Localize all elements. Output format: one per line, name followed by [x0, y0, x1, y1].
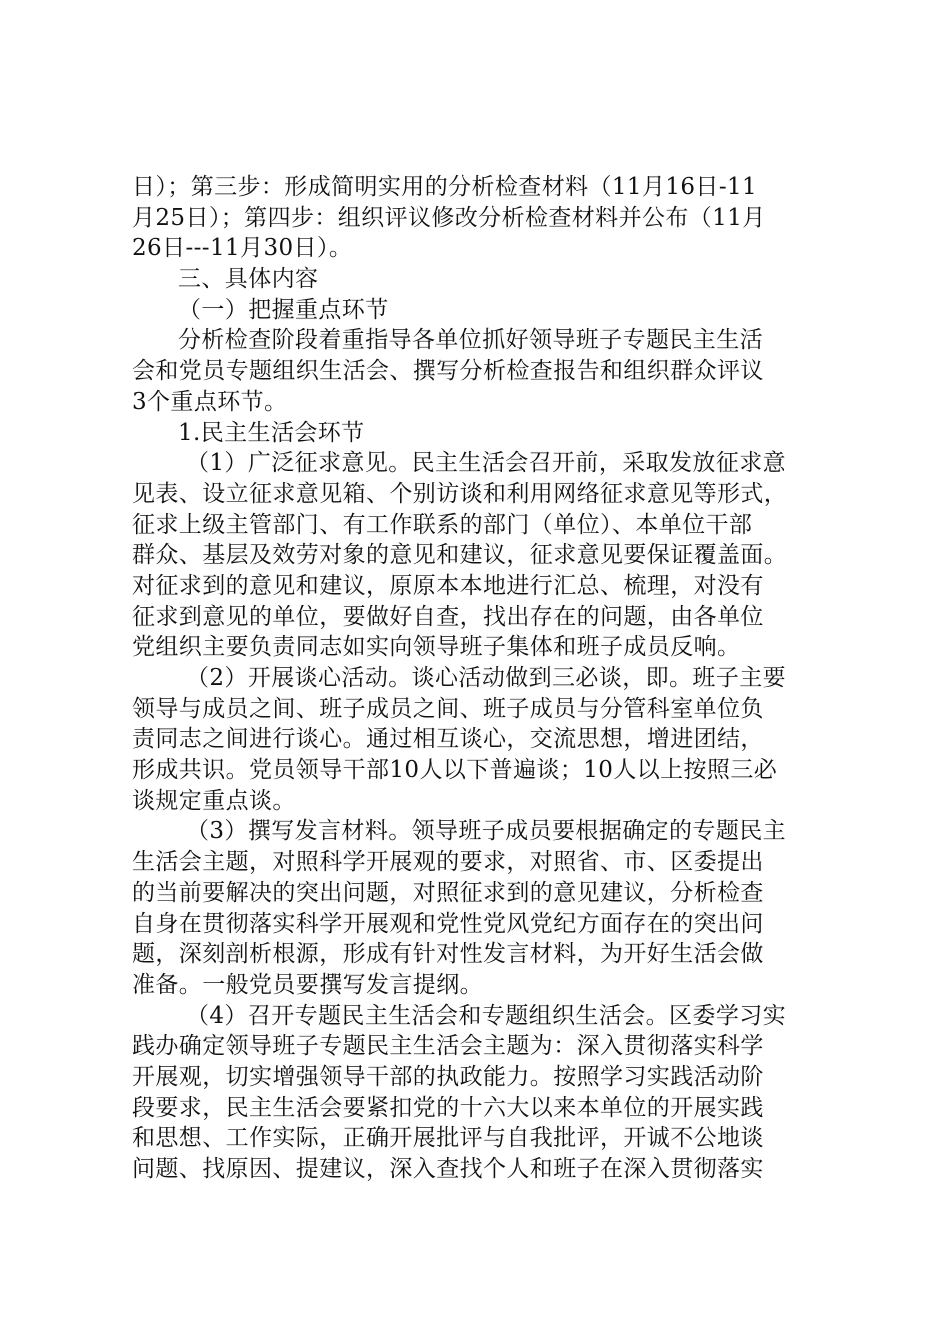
text-line: 26日---11月30日）。 [132, 235, 353, 262]
text-line: （3）撰写发言材料。领导班子成员要根据确定的专题民主 [186, 818, 787, 845]
section-heading: 三、具体内容 [178, 266, 319, 293]
text-line: 日）；第三步：形成简明实用的分析检查材料（11月16日-11 [132, 174, 758, 200]
text-line: 生活会主题，对照科学开展观的要求，对照省、市、区委提出 [132, 849, 764, 876]
text-line: 群众、基层及效劳对象的意见和建议，征求意见要保证覆盖面。 [132, 542, 788, 569]
text-line: 段要求，民主生活会要紧扣党的十六大以来本单位的开展实践 [132, 1094, 764, 1121]
text-line: 3个重点环节。 [132, 388, 288, 415]
text-line: 自身在贯彻落实科学开展观和党性党风党纪方面存在的突出问 [132, 910, 764, 937]
item-heading: 1.民主生活会环节 [178, 419, 365, 446]
text-line: （4）召开专题民主生活会和专题组织生活会。区委学习实 [186, 1002, 787, 1029]
text-line: （1）广泛征求意见。民主生活会召开前，采取发放征求意 [186, 450, 787, 477]
text-line: 会和党员专题组织生活会、撰写分析检查报告和组织群众评议 [132, 358, 764, 385]
text-line: （2）开展谈心活动。谈心活动做到三必谈，即。班子主要 [186, 665, 787, 691]
text-line: 开展观，切实增强领导干部的执政能力。按照学习实践活动阶 [132, 1063, 764, 1090]
subsection-heading: （一）把握重点环节 [178, 296, 389, 323]
text-line: 的当前要解决的突出问题，对照征求到的意见建议，分析检查 [132, 879, 764, 906]
text-line: 和思想、工作实际，正确开展批评与自我批评，开诚不公地谈 [132, 1125, 764, 1152]
text-line: 形成共识。党员领导干部10人以下普遍谈；10人以上按照三必 [132, 757, 778, 784]
document-body [132, 172, 832, 1185]
text-line: 领导与成员之间、班子成员之间、班子成员与分管科室单位负 [132, 695, 764, 722]
text-line: 问题、找原因、提建议，深入查找个人和班子在深入贯彻落实 [132, 1156, 764, 1182]
text-line: 分析检查阶段着重指导各单位抓好领导班子专题民主生活 [178, 327, 763, 354]
text-line: 责同志之间进行谈心。通过相互谈心，交流思想，增进团结， [132, 726, 764, 753]
text-line: 对征求到的意见和建议，原原本本地进行汇总、梳理，对没有 [132, 572, 764, 599]
text-line: 践办确定领导班子专题民主生活会主题为：深入贯彻落实科学 [132, 1033, 764, 1060]
text-line: 月25日）；第四步：组织评议修改分析检查材料并公布（11月 [132, 204, 766, 231]
text-line: 征求到意见的单位，要做好自查，找出存在的问题，由各单位 [132, 603, 764, 630]
text-line: 题，深刻剖析根源，形成有针对性发言材料，为开好生活会做 [132, 941, 764, 968]
text-line: 谈规定重点谈。 [132, 787, 296, 814]
text-line: 党组织主要负责同志如实向领导班子集体和班子成员反响。 [132, 634, 741, 661]
text-line: 准备。一般党员要撰写发言提纲。 [132, 971, 483, 998]
text-line: 见表、设立征求意见箱、个别访谈和利用网络征求意见等形式， [132, 480, 788, 507]
text-line: 征求上级主管部门、有工作联系的部门（单位）、本单位干部 [132, 511, 753, 538]
